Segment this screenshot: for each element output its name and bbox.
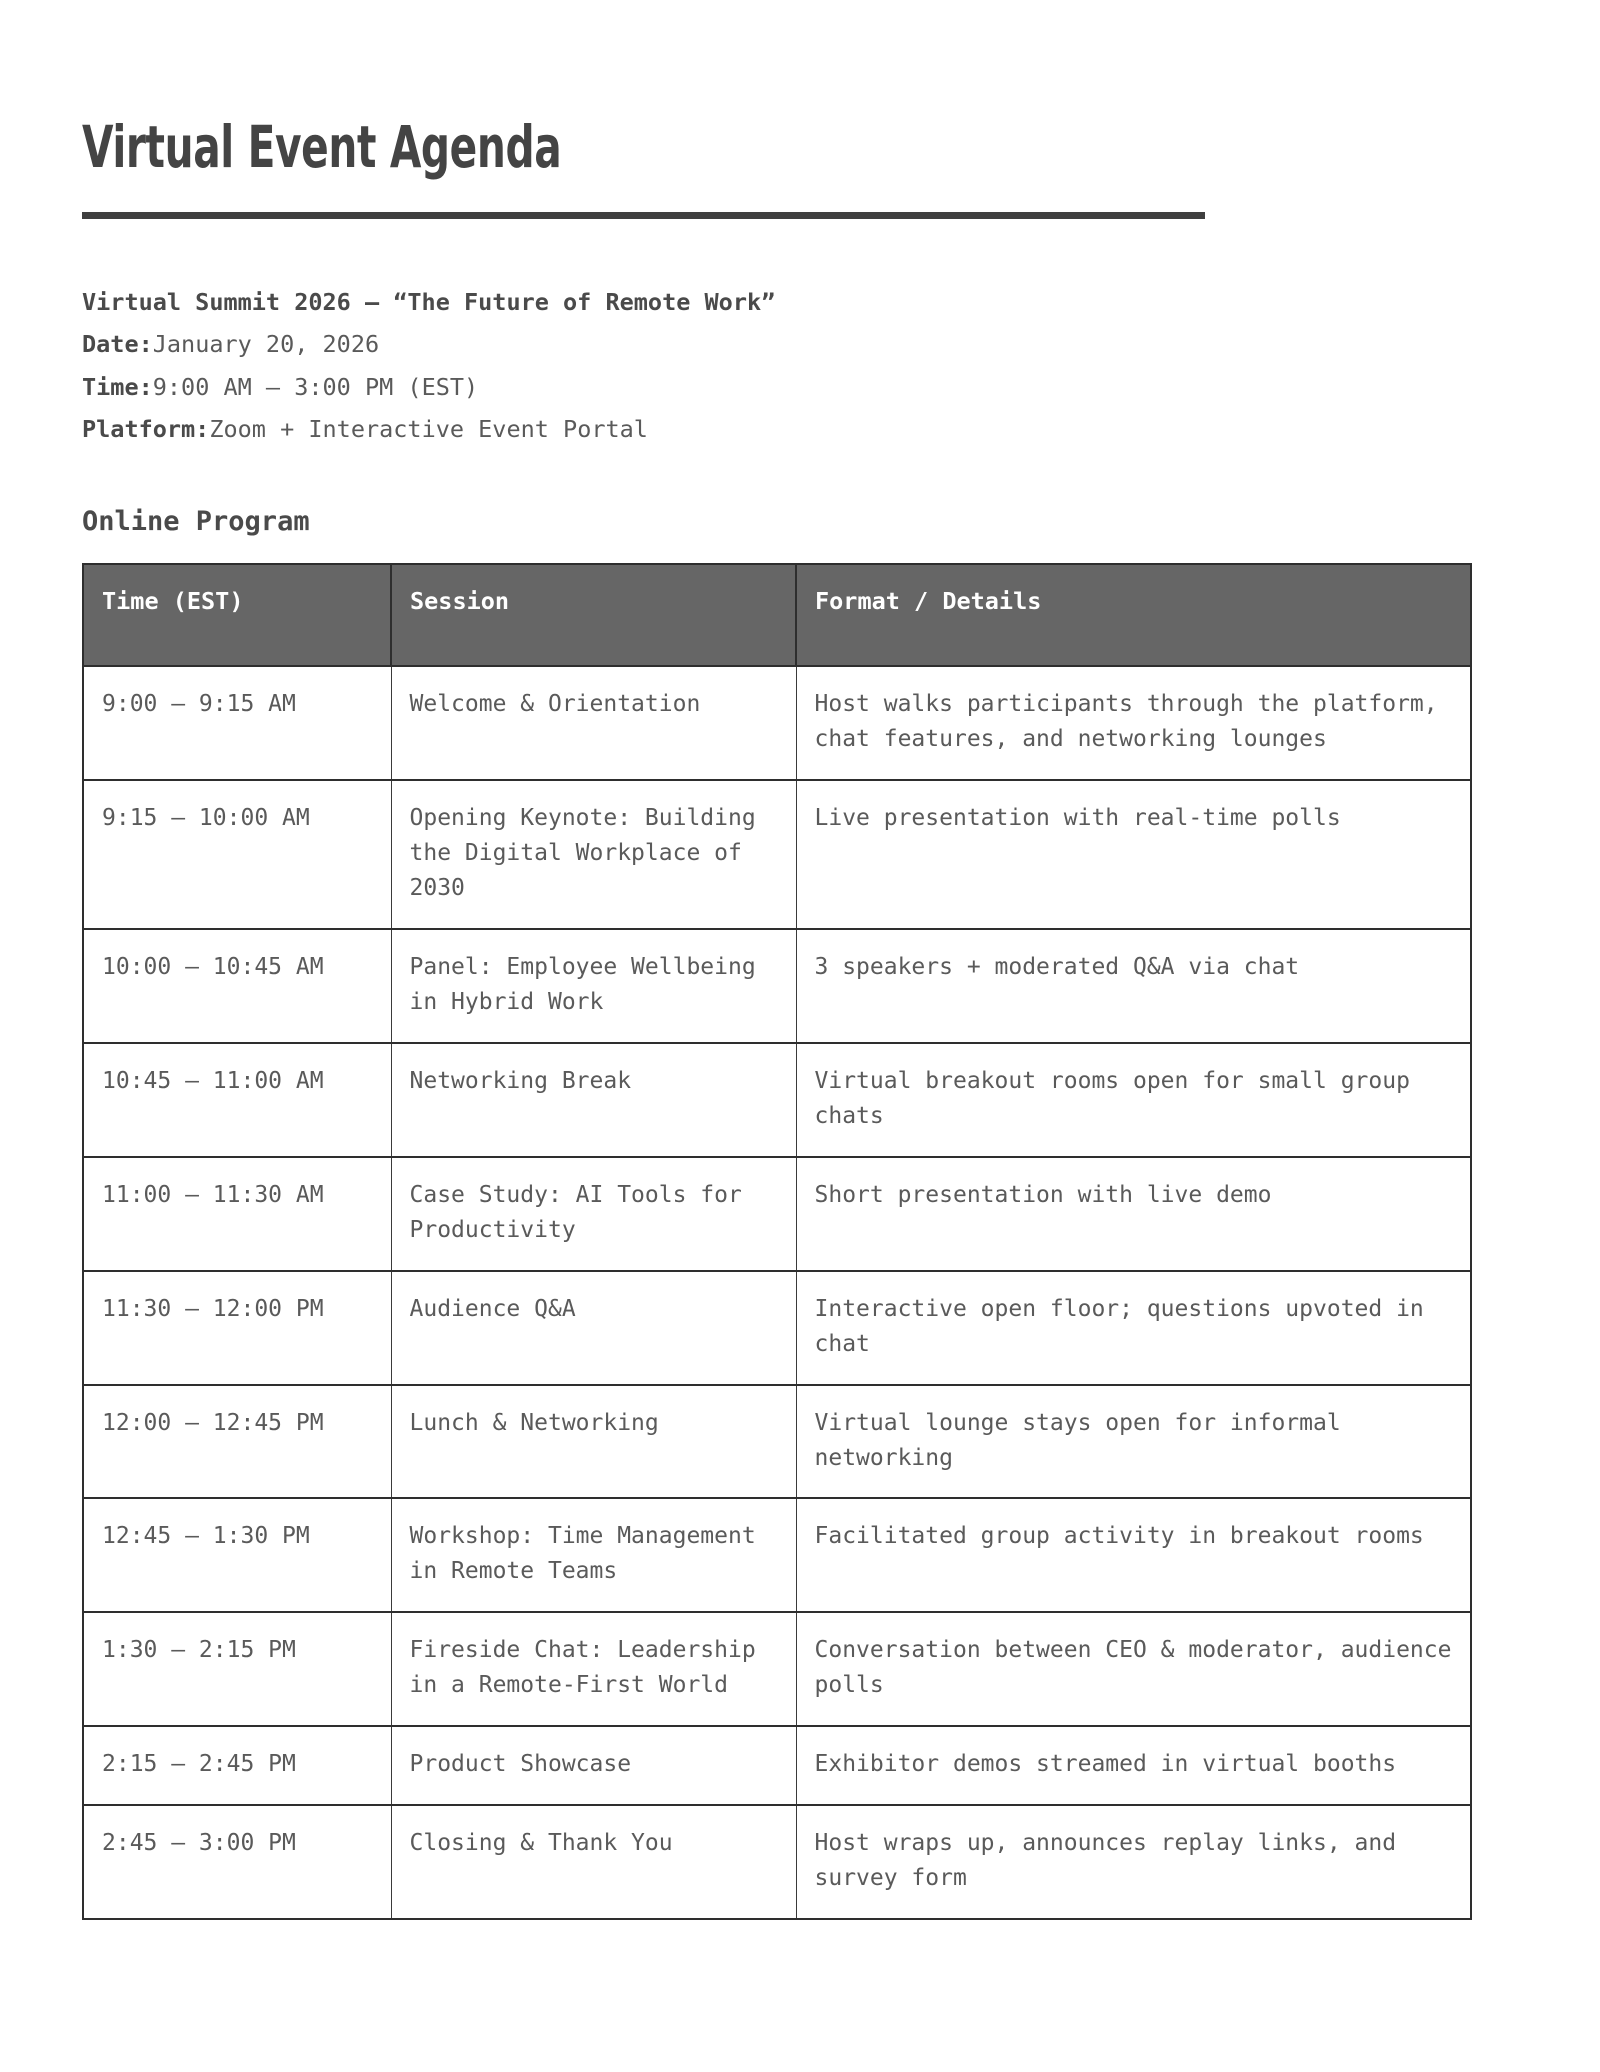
cell-session: Welcome & Orientation xyxy=(391,666,796,780)
meta-date-label: Date: xyxy=(82,330,153,359)
cell-format: Facilitated group activity in breakout rooms xyxy=(796,1498,1471,1612)
meta-date-value: January 20, 2026 xyxy=(152,330,380,359)
table-row xyxy=(83,1271,1471,1385)
table-row xyxy=(83,1385,1471,1499)
meta-time-label: Time: xyxy=(82,372,153,401)
cell-time: 10:45 – 11:00 AM xyxy=(83,1043,391,1157)
cell-format: Conversation between CEO & moderator, audience polls xyxy=(796,1612,1471,1726)
table-row xyxy=(83,1805,1471,1919)
table-row xyxy=(83,1726,1471,1805)
column-header-time: Time (EST) xyxy=(83,564,391,666)
cell-format: Short presentation with live demo xyxy=(796,1157,1471,1271)
cell-format: Interactive open floor; questions upvoted in chat xyxy=(796,1271,1471,1385)
table-header-row xyxy=(83,564,1471,666)
table-row xyxy=(83,1612,1471,1726)
cell-session: Closing & Thank You xyxy=(391,1805,796,1919)
cell-session: Audience Q&A xyxy=(391,1271,796,1385)
cell-time: 12:45 – 1:30 PM xyxy=(83,1498,391,1612)
cell-format: Virtual breakout rooms open for small group chats xyxy=(796,1043,1471,1157)
cell-time: 10:00 – 10:45 AM xyxy=(83,929,391,1043)
meta-event-title-text: Virtual Summit 2026 – “The Future of Remote Work” xyxy=(82,288,776,316)
column-header-session: Session xyxy=(391,564,796,666)
table-row xyxy=(83,780,1471,929)
meta-time xyxy=(82,366,1518,408)
cell-format: Exhibitor demos streamed in virtual booths xyxy=(796,1726,1471,1805)
cell-session: Networking Break xyxy=(391,1043,796,1157)
table-row xyxy=(83,666,1471,780)
cell-time: 11:30 – 12:00 PM xyxy=(83,1271,391,1385)
column-header-format: Format / Details xyxy=(796,564,1471,666)
event-meta-block xyxy=(82,281,1518,450)
agenda-table-head xyxy=(83,564,1471,666)
cell-format: Virtual lounge stays open for informal networking xyxy=(796,1385,1471,1499)
cell-format: Host walks participants through the platform, chat features, and networking lounges xyxy=(796,666,1471,780)
table-row xyxy=(83,929,1471,1043)
cell-session: Panel: Employee Wellbeing in Hybrid Work xyxy=(391,929,796,1043)
cell-time: 2:15 – 2:45 PM xyxy=(83,1726,391,1805)
cell-format: 3 speakers + moderated Q&A via chat xyxy=(796,929,1471,1043)
meta-time-value: 9:00 AM – 3:00 PM (EST) xyxy=(152,372,479,401)
cell-format: Live presentation with real-time polls xyxy=(796,780,1471,929)
cell-session: Workshop: Time Management in Remote Teams xyxy=(391,1498,796,1612)
meta-event-title xyxy=(82,281,1518,323)
table-row xyxy=(83,1043,1471,1157)
meta-platform xyxy=(82,408,1518,450)
table-row xyxy=(83,1498,1471,1612)
cell-session: Opening Keynote: Building the Digital Workplace of 2030 xyxy=(391,780,796,929)
meta-platform-value: Zoom + Interactive Event Portal xyxy=(209,414,648,443)
cell-time: 2:45 – 3:00 PM xyxy=(83,1805,391,1919)
agenda-table-body xyxy=(83,666,1471,1919)
cell-time: 12:00 – 12:45 PM xyxy=(83,1385,391,1499)
cell-session: Lunch & Networking xyxy=(391,1385,796,1499)
meta-platform-label: Platform: xyxy=(82,414,210,443)
cell-session: Product Showcase xyxy=(391,1726,796,1805)
cell-format: Host wraps up, announces replay links, and survey form xyxy=(814,1830,1397,1892)
meta-date xyxy=(82,323,1518,365)
table-row xyxy=(83,1157,1471,1271)
page-title: Virtual Event Agenda xyxy=(82,113,562,181)
agenda-table xyxy=(82,563,1472,1920)
title-divider xyxy=(82,212,1205,219)
cell-time: 9:15 – 10:00 AM xyxy=(83,780,391,929)
cell-time: 9:00 – 9:15 AM xyxy=(83,666,391,780)
cell-session: Fireside Chat: Leadership in a Remote-First World xyxy=(391,1612,796,1726)
section-heading-online-program: Online Program xyxy=(82,506,310,538)
cell-session: Case Study: AI Tools for Productivity xyxy=(391,1157,796,1271)
cell-time: 1:30 – 2:15 PM xyxy=(83,1612,391,1726)
cell-time: 11:00 – 11:30 AM xyxy=(83,1157,391,1271)
